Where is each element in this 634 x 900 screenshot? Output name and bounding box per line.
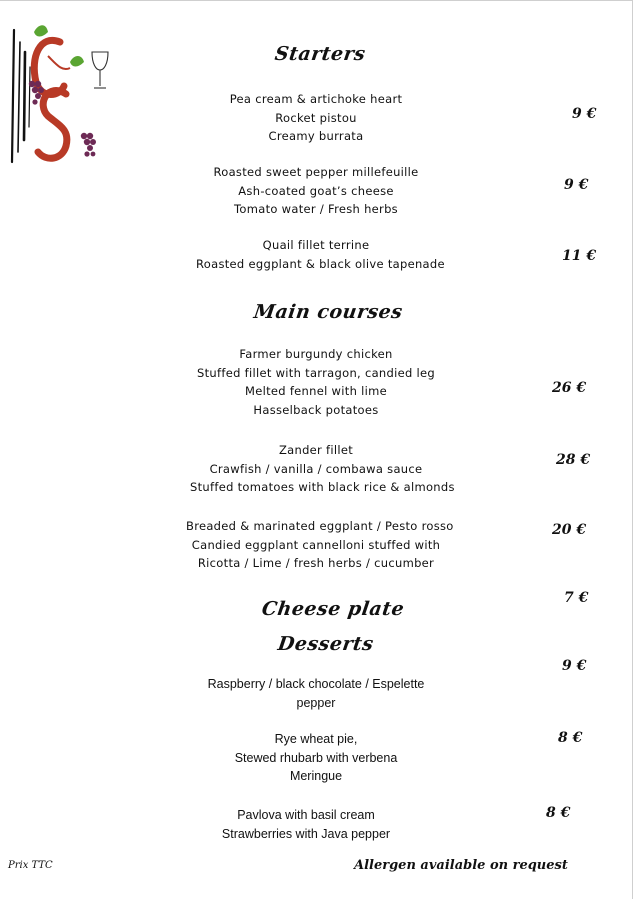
dessert-item [206,806,406,843]
dish-line: Stewed rhubarb with verbena [234,750,398,765]
footer-allergen-note: Allergen available on request [354,858,568,873]
price: 7 € [564,590,589,606]
dish-line: pepper [296,695,336,710]
section-title-cheese-plate: Cheese plate [260,598,406,620]
dessert-item [216,730,416,786]
dish-line: Breaded & marinated eggplant / Pesto rosso [186,519,454,533]
dish-line: Farmer burgundy chicken [239,347,393,361]
price: 11 € [562,248,597,264]
price: 9 € [572,106,597,122]
section-title-starters: Starters [273,43,367,65]
dish-line: Raspberry / black chocolate / Espelette [207,677,425,691]
dish-line: Tomato water / Fresh herbs [234,202,398,216]
price: 28 € [556,452,591,468]
price: 8 € [546,805,571,821]
dish-line: Quail fillet terrine [262,238,370,252]
dish-line: Rye wheat pie, [274,732,358,746]
dish-line: Ricotta / Lime / fresh herbs / cucumber [197,556,435,570]
price: 8 € [558,730,583,746]
price: 20 € [552,522,587,538]
dish-line: Roasted eggplant & black olive tapenade [196,256,445,271]
price: 9 € [562,658,587,674]
section-title-main-courses: Main courses [252,301,405,323]
dish-line: Zander fillet [278,443,354,457]
dish-line: Meringue [289,769,343,783]
footer-price-note: Prix TTC [8,860,53,871]
dish-line: Stuffed tomatoes with black rice & almonds [190,480,455,494]
starter-item [196,236,445,273]
dish-line: Strawberries with Java pepper [221,826,391,841]
dish-line: Creamy burrata [268,129,364,143]
dish-line: Crawfish / vanilla / combawa sauce [209,461,423,476]
main-item [190,441,455,497]
starter-item [216,90,416,146]
dish-line: Rocket pistou [275,110,357,125]
dish-line: Pea cream & artichoke heart [229,92,403,106]
dish-line: Ash-coated goat’s cheese [238,183,394,198]
dish-line: Candied eggplant cannelloni stuffed with [191,537,441,552]
price: 26 € [552,380,587,396]
main-item [196,345,436,419]
main-item [186,517,454,573]
dish-line: Roasted sweet pepper millefeuille [213,165,419,179]
dessert-item [196,675,436,712]
price: 9 € [564,177,589,193]
section-title-desserts: Desserts [276,633,376,655]
dish-line: Melted fennel with lime [245,384,387,398]
restaurant-logo [8,12,118,172]
starter-item [200,163,432,219]
dish-line: Hasselback potatoes [253,402,379,417]
dish-line: Stuffed fillet with tarragon, candied leg [197,365,435,380]
dish-line: Pavlova with basil cream [237,808,375,822]
